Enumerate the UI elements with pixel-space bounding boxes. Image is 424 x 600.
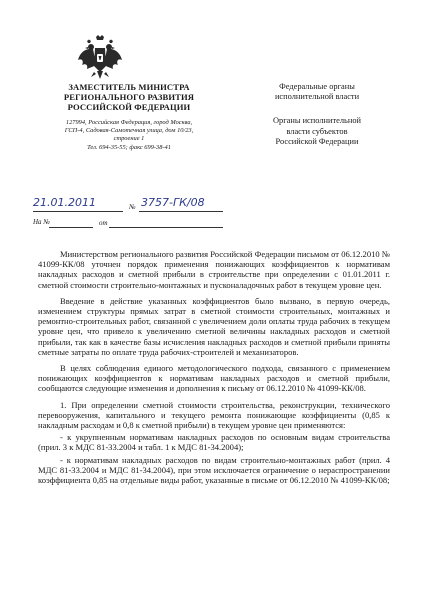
- organization-name: ЗАМЕСТИТЕЛЬ МИНИСТРА РЕГИОНАЛЬНОГО РАЗВИТИЯ РОССИЙСКОЙ ФЕДЕРАЦИИ: [63, 82, 195, 112]
- reference-line: [33, 196, 223, 214]
- sender-block: [14, 82, 244, 152]
- document-number: 3757-ГК/08: [141, 196, 205, 209]
- recipient-federal: Федеральные органы исполнительной власти: [274, 82, 360, 102]
- number-label: №: [129, 203, 136, 211]
- recipient-regional: Органы исполнительной власти субъектов Российской Федерации: [272, 116, 362, 146]
- date-underline: [33, 211, 123, 212]
- letter-body: [38, 249, 390, 487]
- paragraph: Введение в действие указанных коэффициентов было вызвано, в первую очередь, изменением структуры прямых затрат в сметной стоимости строительных, монтажных и ремонтно-строительных работ, связанной с увеличением доли оплаты труда рабочих в текущем уровне цен, что привело к увеличению сметной величины накладных расходов и сметной прибыли, так как в качестве базы исчисления накладных расходов и сметной прибыли приняты сметные затраты по оплате труда рабочих-строителей и механизаторов.: [38, 295, 390, 357]
- paragraph: Министерством регионального развития Российской Федерации письмом от 06.12.2010 № 41099-КК/08 уточнен порядок применения понижающих коэффициентов к нормативам накладных расходов и сметной прибыли в строительстве при определении с 01.01.2011 г. сметной стоимости строительно-монтажных и пусконаладочных работ в текущем уровне цен.: [38, 249, 390, 290]
- paragraph: В целях соблюдения единого методологического подхода, связанного с применением понижающих коэффициентов к нормативам накладных расходов и сметной прибыли, сообщаются следующие изменения и дополнения к письму от 06.12.2010 № 41099-КК/08.: [38, 363, 390, 394]
- recipients-block: [232, 82, 402, 147]
- in-reply-label: На №: [33, 218, 50, 226]
- paragraph: - к нормативам накладных расходов по видам строительно-монтажных работ (прил. 4 МДС 81-33.2004 и МДС 81-34.2004), при этом исключается ограничение о нераспространении коэффициента 0,85 на отдельные виды работ, указанные в письме от 06.12.2010 № 41099-КК/08;: [38, 454, 390, 486]
- reply-date-underline: [109, 227, 223, 228]
- paragraph: - к укрупненным нормативам накладных расходов по основным видам строительства (прил. 3 к МДС 81-33.2004 и табл. 1 к МДС 81-34.2004);: [38, 432, 390, 453]
- organization-address: 127994, Российская Федерация, город Москва, ГСП-4, Садовая-Самотечная улица, дом 10/23, строение 1 Тел. 694-35-55; факс 699-38-41: [64, 119, 194, 151]
- reply-number-underline: [49, 227, 93, 228]
- from-label: от: [99, 219, 108, 227]
- in-reply-line: [33, 218, 223, 230]
- coat-of-arms-emblem: [76, 34, 124, 82]
- number-underline: [139, 211, 223, 212]
- paragraph: 1. При определении сметной стоимости строительства, реконструкции, технического перевооружения, капитального и текущего ремонта понижающие коэффициенты (0,85 к накладным расходам и 0,8 к сметной прибыли) в текущем уровне цен применяются:: [38, 399, 390, 431]
- document-date: 21.01.2011: [33, 196, 96, 209]
